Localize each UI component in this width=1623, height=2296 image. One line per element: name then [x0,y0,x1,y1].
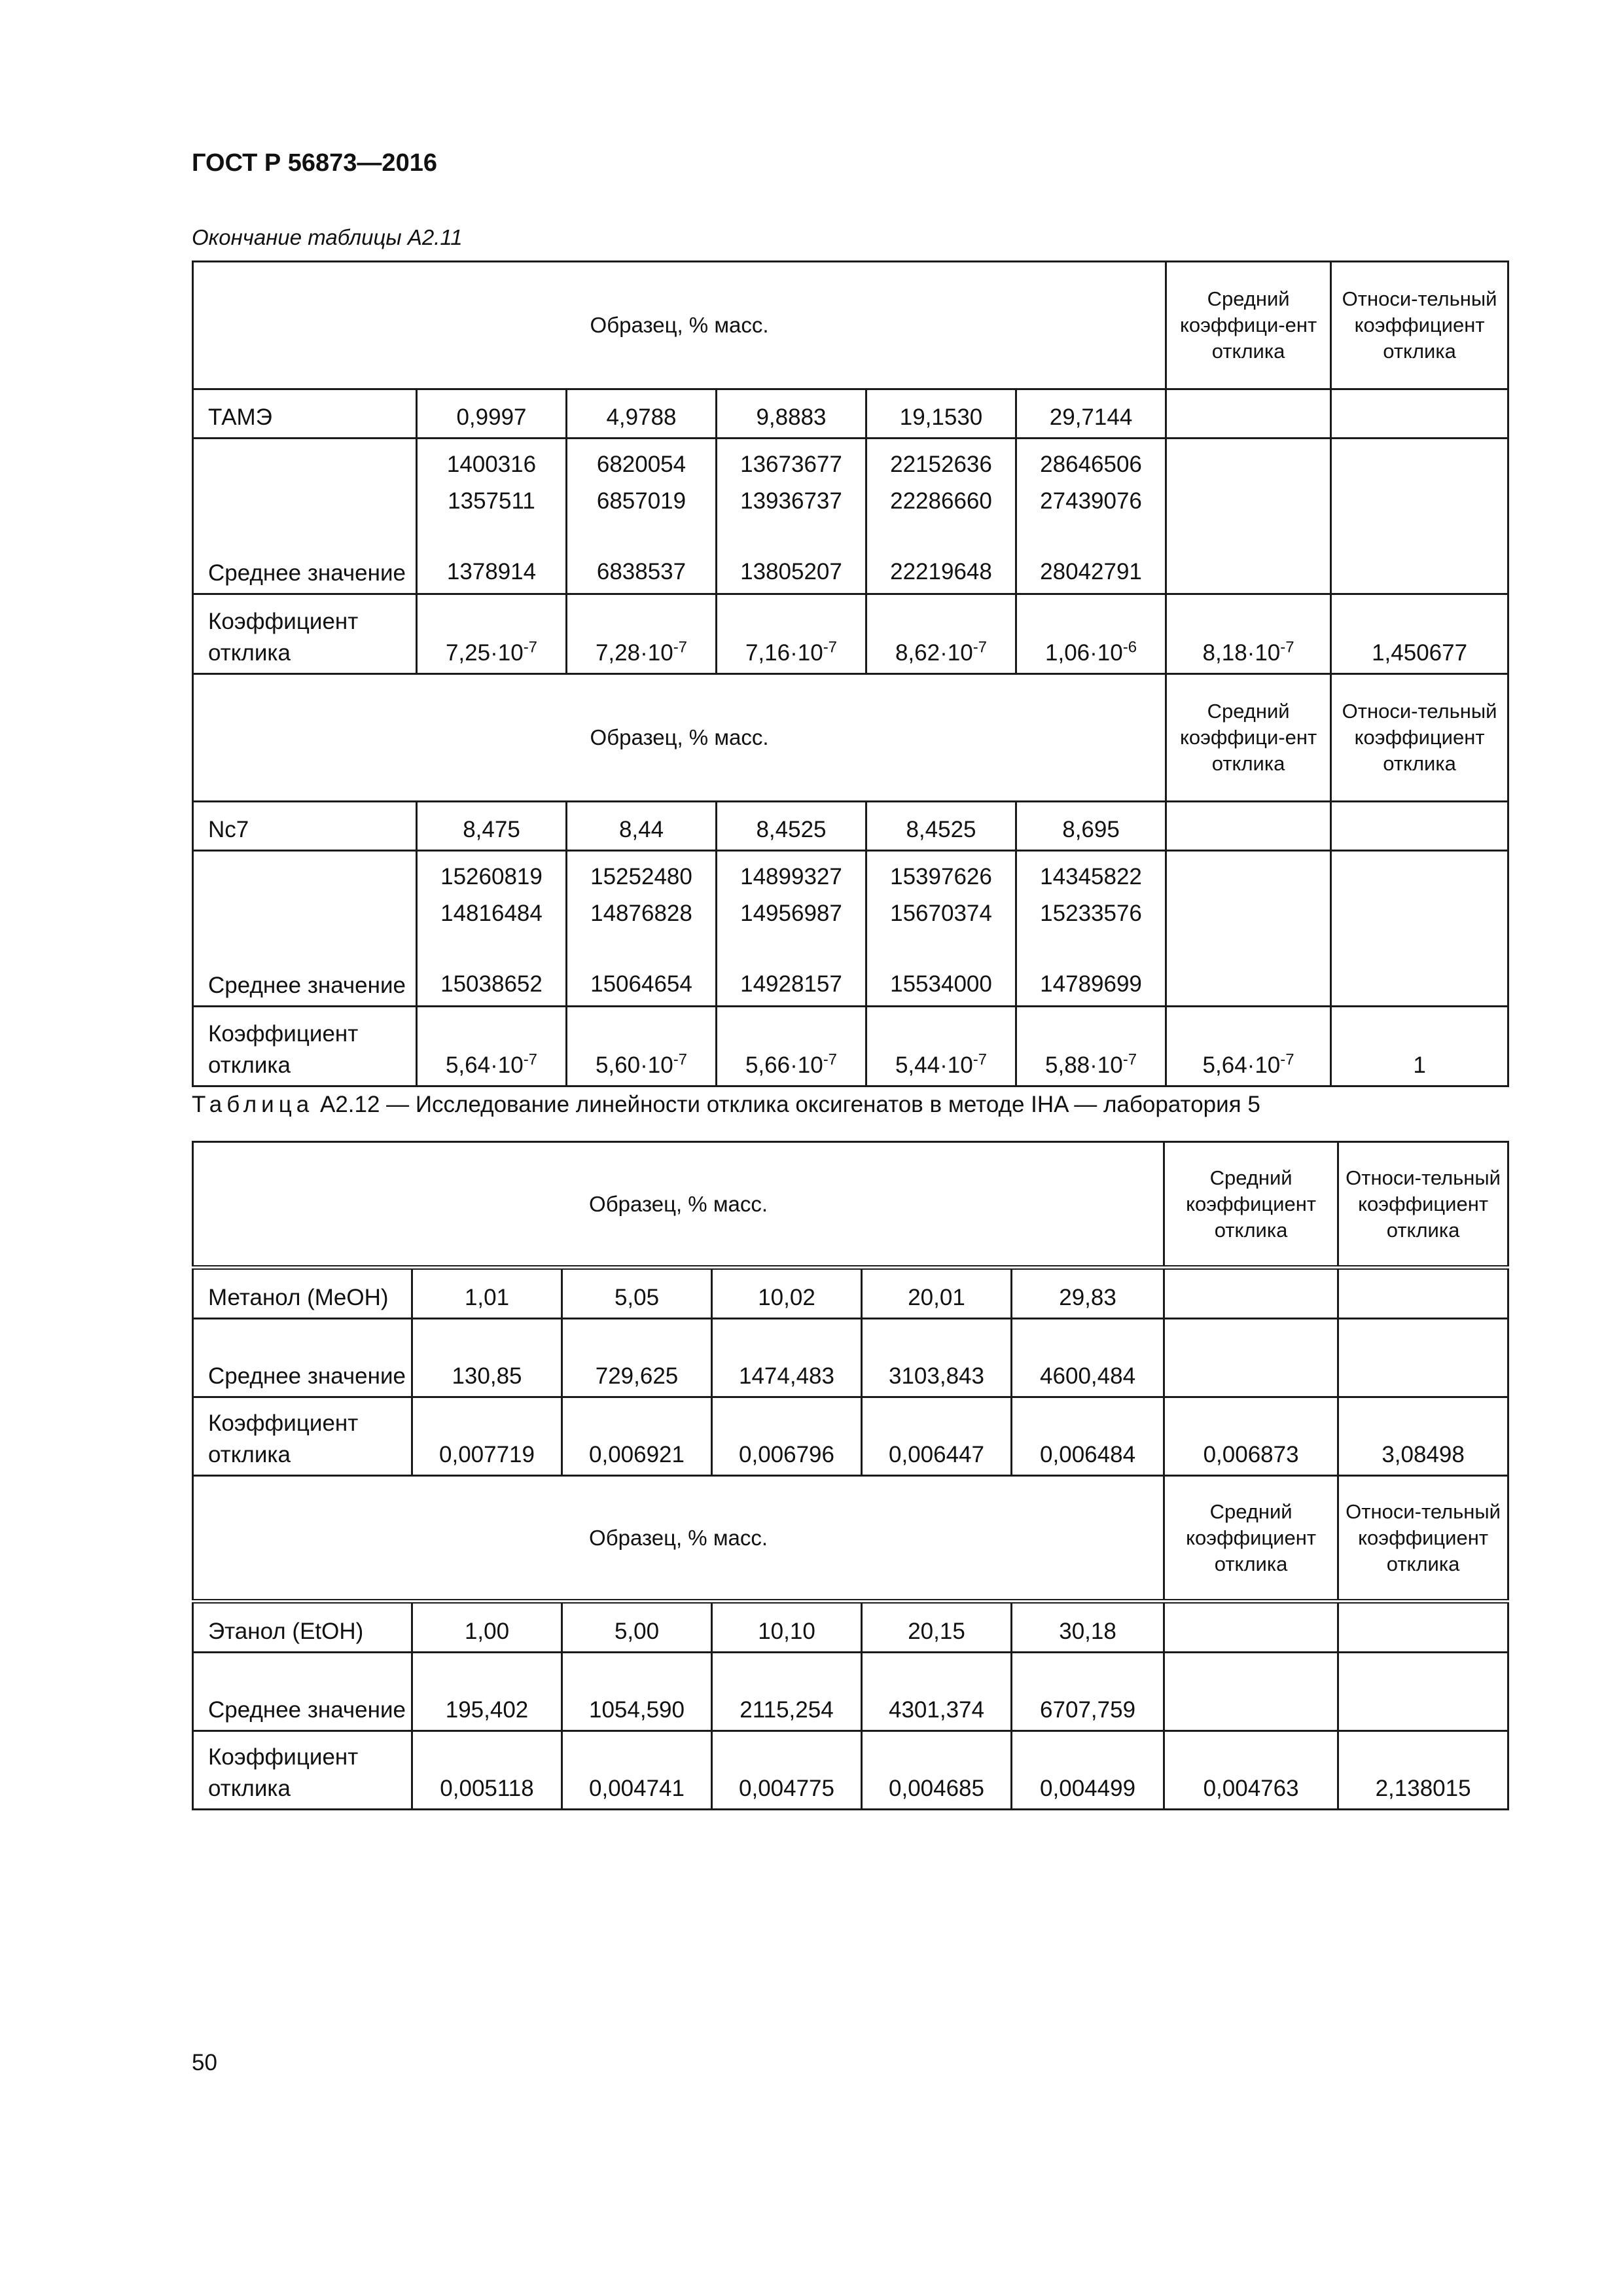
mean-value: 1378914 [446,559,537,584]
replicate-1-value: 28646506 [1040,452,1142,477]
replicate-1-value: 15260819 [440,864,543,889]
table1-header-row [193,262,1508,389]
coef-row-label: Коэффициент отклика [193,1397,412,1476]
mantissa: 5,44·10 [895,1052,973,1078]
empty-cell [1166,802,1331,851]
mantissa: 8,18·10 [1202,640,1281,666]
mean-row [193,1319,1508,1397]
replicate-2-value: 13936737 [740,488,842,514]
document-code: ГОСТ Р 56873—2016 [192,149,437,177]
coef-row [193,1007,1508,1086]
value-stack [1017,853,1165,1005]
rel-coef-value: 1,450677 [1331,594,1508,674]
table-cell: 29,7144 [1016,389,1166,439]
table-cell: 5,00 [562,1602,712,1653]
spacer [867,932,1015,966]
replicate-cell [866,439,1016,594]
replicate-1-value: 22152636 [890,452,992,477]
compound-row-label: Nc7 [193,802,417,851]
compound-row-label: ТАМЭ [193,389,417,439]
replicate-cell [1016,439,1166,594]
exponent: -7 [823,1050,838,1069]
replicate-cell [717,439,866,594]
spacer [567,520,715,554]
table-cell: 4301,374 [862,1653,1012,1731]
table-a2-11 [192,260,1509,1087]
table2-header-row [193,1142,1508,1268]
empty-cell [1331,389,1508,439]
exponent: -7 [1122,1050,1137,1069]
table-cell: 130,85 [412,1319,562,1397]
empty-cell [1338,1268,1508,1319]
avg-coef-value: 0,006873 [1164,1397,1338,1476]
empty-cell [1164,1602,1338,1653]
spacer [717,932,865,966]
coef-row-label: Коэффициент отклика [193,1007,417,1086]
spacer [1017,932,1165,966]
coef-value [1016,594,1166,674]
mean-value: 13805207 [740,559,842,584]
table-a2-12 [192,1141,1509,1810]
exponent: -7 [523,638,538,656]
mantissa: 5,88·10 [1045,1052,1123,1078]
replicate-cell [1016,851,1166,1007]
rel-coef-header: Относи-тельный коэффициент отклика [1338,1476,1508,1602]
table-cell: 8,4525 [717,802,866,851]
rel-coef-header: Относи-тельный коэффициент отклика [1331,674,1508,802]
value-stack [867,853,1015,1005]
mean-value: 28042791 [1040,559,1142,584]
mantissa: 5,66·10 [745,1052,823,1078]
compound-row [193,802,1508,851]
mantissa: 7,25·10 [445,640,524,666]
table-cell: 8,44 [567,802,717,851]
mantissa: 1,06·10 [1045,640,1123,666]
table-cell: 19,1530 [866,389,1016,439]
empty-cell [1338,1319,1508,1397]
empty-cell [1331,802,1508,851]
exponent: -7 [1280,1050,1294,1069]
empty-cell [1338,1653,1508,1731]
spacer [717,520,865,554]
sample-header: Образец, % масс. [193,674,1166,802]
mean-row [193,851,1508,1007]
replicate-2-value: 15670374 [890,901,992,926]
empty-cell [1164,1319,1338,1397]
table-cell: 5,05 [562,1268,712,1319]
empty-cell [1166,389,1331,439]
replicate-cell [567,851,717,1007]
table-cell: 10,02 [712,1268,862,1319]
value-stack [1017,441,1165,593]
mean-value: 14928157 [740,971,842,997]
rel-coef-value: 2,138015 [1338,1731,1508,1810]
replicate-cell [866,851,1016,1007]
table-cell: 20,01 [862,1268,1012,1319]
avg-coef-header: Средний коэффициент отклика [1164,1476,1338,1602]
rel-coef-value: 3,08498 [1338,1397,1508,1476]
mantissa: 5,64·10 [445,1052,524,1078]
spacer [1017,520,1165,554]
table-cell: 1,01 [412,1268,562,1319]
exponent: -7 [673,638,688,656]
coef-row-label: Коэффициент отклика [193,594,417,674]
table-cell: 0,004775 [712,1731,862,1810]
mean-value: 15038652 [440,971,543,997]
empty-cell [1331,851,1508,1007]
replicate-2-value: 27439076 [1040,488,1142,514]
replicate-2-value: 14816484 [440,901,543,926]
value-stack [867,441,1015,593]
mantissa: 5,60·10 [595,1052,673,1078]
compound-row [193,1602,1508,1653]
table-cell: 29,83 [1012,1268,1164,1319]
replicate-1-value: 13673677 [740,452,842,477]
sample-header: Образец, % масс. [193,262,1166,389]
mean-value: 22219648 [890,559,992,584]
table1-header-row [193,674,1508,802]
replicate-cell [717,851,866,1007]
mantissa: 7,16·10 [745,640,823,666]
compound-row-label: Этанол (EtOH) [193,1602,412,1653]
table-continuation-caption: Окончание таблицы А2.11 [192,225,463,249]
rel-coef-value: 1 [1331,1007,1508,1086]
table-cell: 0,007719 [412,1397,562,1476]
replicate-cell [417,851,567,1007]
mean-row-label: Среднее значение [193,439,417,594]
replicate-1-value: 14899327 [740,864,842,889]
empty-cell [1166,439,1331,594]
table-cell: 0,006921 [562,1397,712,1476]
coef-value [1016,1007,1166,1086]
exponent: -7 [1280,638,1294,656]
spacer [418,520,565,554]
mean-value: 14789699 [1040,971,1142,997]
mean-row [193,439,1508,594]
mean-row-label: Среднее значение [193,1653,412,1731]
table-cell: 30,18 [1012,1602,1164,1653]
coef-value [567,594,717,674]
table-cell: 0,006796 [712,1397,862,1476]
compound-row [193,389,1508,439]
replicate-2-value: 14956987 [740,901,842,926]
replicate-1-value: 14345822 [1040,864,1142,889]
exponent: -7 [523,1050,538,1069]
exponent: -7 [972,638,988,656]
coef-value [866,1007,1016,1086]
exponent: -7 [823,638,838,656]
replicate-2-value: 14876828 [590,901,692,926]
coef-value [567,1007,717,1086]
coef-row-label: Коэффициент отклика [193,1731,412,1810]
avg-coef-value: 0,004763 [1164,1731,1338,1810]
table-cell: 3103,843 [862,1319,1012,1397]
value-stack [567,853,715,1005]
table-cell: 0,004499 [1012,1731,1164,1810]
coef-value [717,594,866,674]
table-cell: 0,004741 [562,1731,712,1810]
exponent: -6 [1122,638,1137,656]
coef-value [717,1007,866,1086]
empty-cell [1164,1653,1338,1731]
table-cell: 0,006447 [862,1397,1012,1476]
avg-coef-value [1166,1007,1331,1086]
sample-header: Образец, % масс. [193,1476,1164,1602]
table-cell: 6707,759 [1012,1653,1164,1731]
replicate-1-value: 1400316 [446,452,537,477]
spacer [418,932,565,966]
empty-cell [1331,439,1508,594]
replicate-2-value: 6857019 [596,488,687,514]
caption-prefix: Таблица [192,1092,314,1117]
coef-row [193,1397,1508,1476]
table-cell: 1054,590 [562,1653,712,1731]
mantissa: 5,64·10 [1202,1052,1281,1078]
coef-value [866,594,1016,674]
table-cell: 10,10 [712,1602,862,1653]
mean-row [193,1653,1508,1731]
mean-value: 6838537 [596,559,687,584]
mantissa: 8,62·10 [895,640,973,666]
table-cell: 0,004685 [862,1731,1012,1810]
replicate-2-value: 1357511 [448,488,535,514]
replicate-2-value: 15233576 [1040,901,1142,926]
replicate-1-value: 15397626 [890,864,992,889]
avg-coef-value [1166,594,1331,674]
table-cell: 8,4525 [866,802,1016,851]
replicate-1-value: 6820054 [596,452,687,477]
value-stack [418,441,565,593]
compound-row-label: Метанол (MeOH) [193,1268,412,1319]
replicate-cell [567,439,717,594]
mean-row-label: Среднее значение [193,1319,412,1397]
value-stack [717,441,865,593]
table-cell: 4,9788 [567,389,717,439]
replicate-2-value: 22286660 [890,488,992,514]
empty-cell [1166,851,1331,1007]
rel-coef-header: Относи-тельный коэффициент отклика [1338,1142,1508,1268]
empty-cell [1338,1602,1508,1653]
avg-coef-header: Средний коэффициент отклика [1164,1142,1338,1268]
exponent: -7 [673,1050,688,1069]
table-cell: 1,00 [412,1602,562,1653]
table-cell: 2115,254 [712,1653,862,1731]
caption-text: А2.12 — Исследование линейности отклика оксигенатов в методе IHA — лаборатория 5 [319,1092,1260,1117]
table-cell: 195,402 [412,1653,562,1731]
table-cell: 729,625 [562,1319,712,1397]
sample-header: Образец, % масс. [193,1142,1164,1268]
mantissa: 7,28·10 [595,640,673,666]
avg-coef-header: Средний коэффици-ент отклика [1166,262,1331,389]
compound-row [193,1268,1508,1319]
spacer [567,932,715,966]
replicate-cell [417,439,567,594]
spacer [867,520,1015,554]
table-cell: 0,005118 [412,1731,562,1810]
value-stack [418,853,565,1005]
table-cell: 1474,483 [712,1319,862,1397]
mean-value: 15534000 [890,971,992,997]
table-cell: 0,006484 [1012,1397,1164,1476]
table2-header-row [193,1476,1508,1602]
table-cell: 8,695 [1016,802,1166,851]
table-a2-12-caption [192,1092,1260,1118]
coef-value [417,594,567,674]
table-cell: 20,15 [862,1602,1012,1653]
mean-row-label: Среднее значение [193,851,417,1007]
replicate-1-value: 15252480 [590,864,692,889]
empty-cell [1164,1268,1338,1319]
table-cell: 8,475 [417,802,567,851]
coef-value [417,1007,567,1086]
page-number: 50 [192,2050,217,2075]
mean-value: 15064654 [590,971,692,997]
value-stack [567,441,715,593]
table-cell: 9,8883 [717,389,866,439]
coef-row [193,1731,1508,1810]
table-cell: 4600,484 [1012,1319,1164,1397]
avg-coef-header: Средний коэффици-ент отклика [1166,674,1331,802]
table-cell: 0,9997 [417,389,567,439]
exponent: -7 [972,1050,988,1069]
value-stack [717,853,865,1005]
rel-coef-header: Относи-тельный коэффициент отклика [1331,262,1508,389]
coef-row [193,594,1508,674]
